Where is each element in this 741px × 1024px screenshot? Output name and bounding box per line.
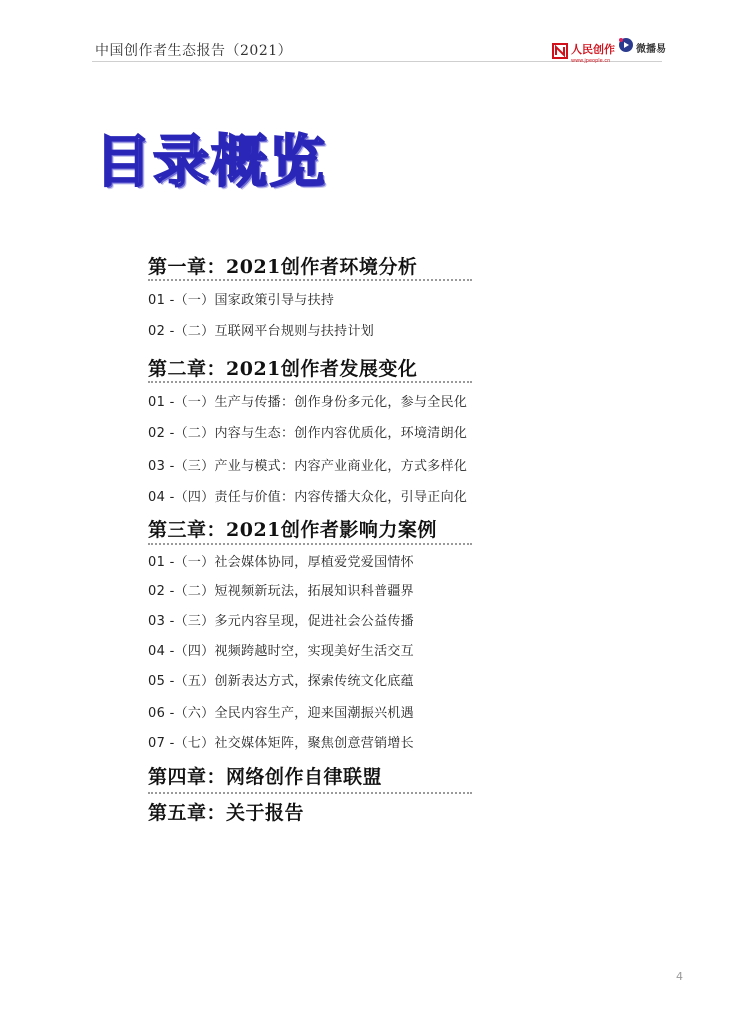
logo-left-sub: www.jpeople.cn <box>571 58 611 64</box>
chapter-2-heading[interactable]: 第二章：2021创作者发展变化 <box>148 358 418 380</box>
toc-item[interactable]: 01 -（一）国家政策引导与扶持 <box>148 293 335 308</box>
toc-item[interactable]: 01 -（一）社会媒体协同，厚植爱党爱国情怀 <box>148 555 414 570</box>
chapter-2-divider <box>148 381 472 383</box>
chapter-5-heading[interactable]: 第五章：关于报告 <box>148 802 305 824</box>
toc-item[interactable]: 06 -（六）全民内容生产，迎来国潮振兴机遇 <box>148 706 414 721</box>
people-creation-logo <box>552 38 615 64</box>
chapter-4-divider <box>148 792 472 794</box>
toc-item[interactable]: 05 -（五）创新表达方式，探索传统文化底蕴 <box>148 674 414 689</box>
toc-item[interactable]: 04 -（四）视频跨越时空，实现美好生活交互 <box>148 644 414 659</box>
toc-item[interactable]: 07 -（七）社交媒体矩阵，聚焦创意营销增长 <box>148 736 414 751</box>
toc-item[interactable]: 02 -（二）互联网平台规则与扶持计划 <box>148 324 375 339</box>
people-n-icon <box>552 43 568 59</box>
logo-left-text: 人民创作 <box>571 43 615 56</box>
toc-item[interactable]: 03 -（三）多元内容呈现，促进社会公益传播 <box>148 614 414 629</box>
page-number: 4 <box>676 970 683 983</box>
chapter-1-divider <box>148 279 472 281</box>
chapter-1-heading[interactable]: 第一章：2021创作者环境分析 <box>148 256 418 278</box>
chapter-4-heading[interactable]: 第四章：网络创作自律联盟 <box>148 766 383 788</box>
header-title: 中国创作者生态报告（2021） <box>95 43 293 59</box>
toc-item[interactable]: 03 -（三）产业与模式：内容产业商业化，方式多样化 <box>148 459 468 474</box>
chapter-3-divider <box>148 543 472 545</box>
toc-title: 目录概览 <box>95 129 327 195</box>
play-logo-icon <box>618 37 634 57</box>
toc-item[interactable]: 04 -（四）责任与价值：内容传播大众化，引导正向化 <box>148 490 468 505</box>
toc-item[interactable]: 01 -（一）生产与传播：创作身份多元化，参与全民化 <box>148 395 468 410</box>
toc-item[interactable]: 02 -（二）短视频新玩法，拓展知识科普疆界 <box>148 584 414 599</box>
weiboyi-logo <box>618 37 666 57</box>
toc-item[interactable]: 02 -（二）内容与生态：创作内容优质化，环境清朗化 <box>148 426 468 441</box>
chapter-3-heading[interactable]: 第三章：2021创作者影响力案例 <box>148 519 437 541</box>
logo-right-text: 微播易 <box>636 43 666 55</box>
